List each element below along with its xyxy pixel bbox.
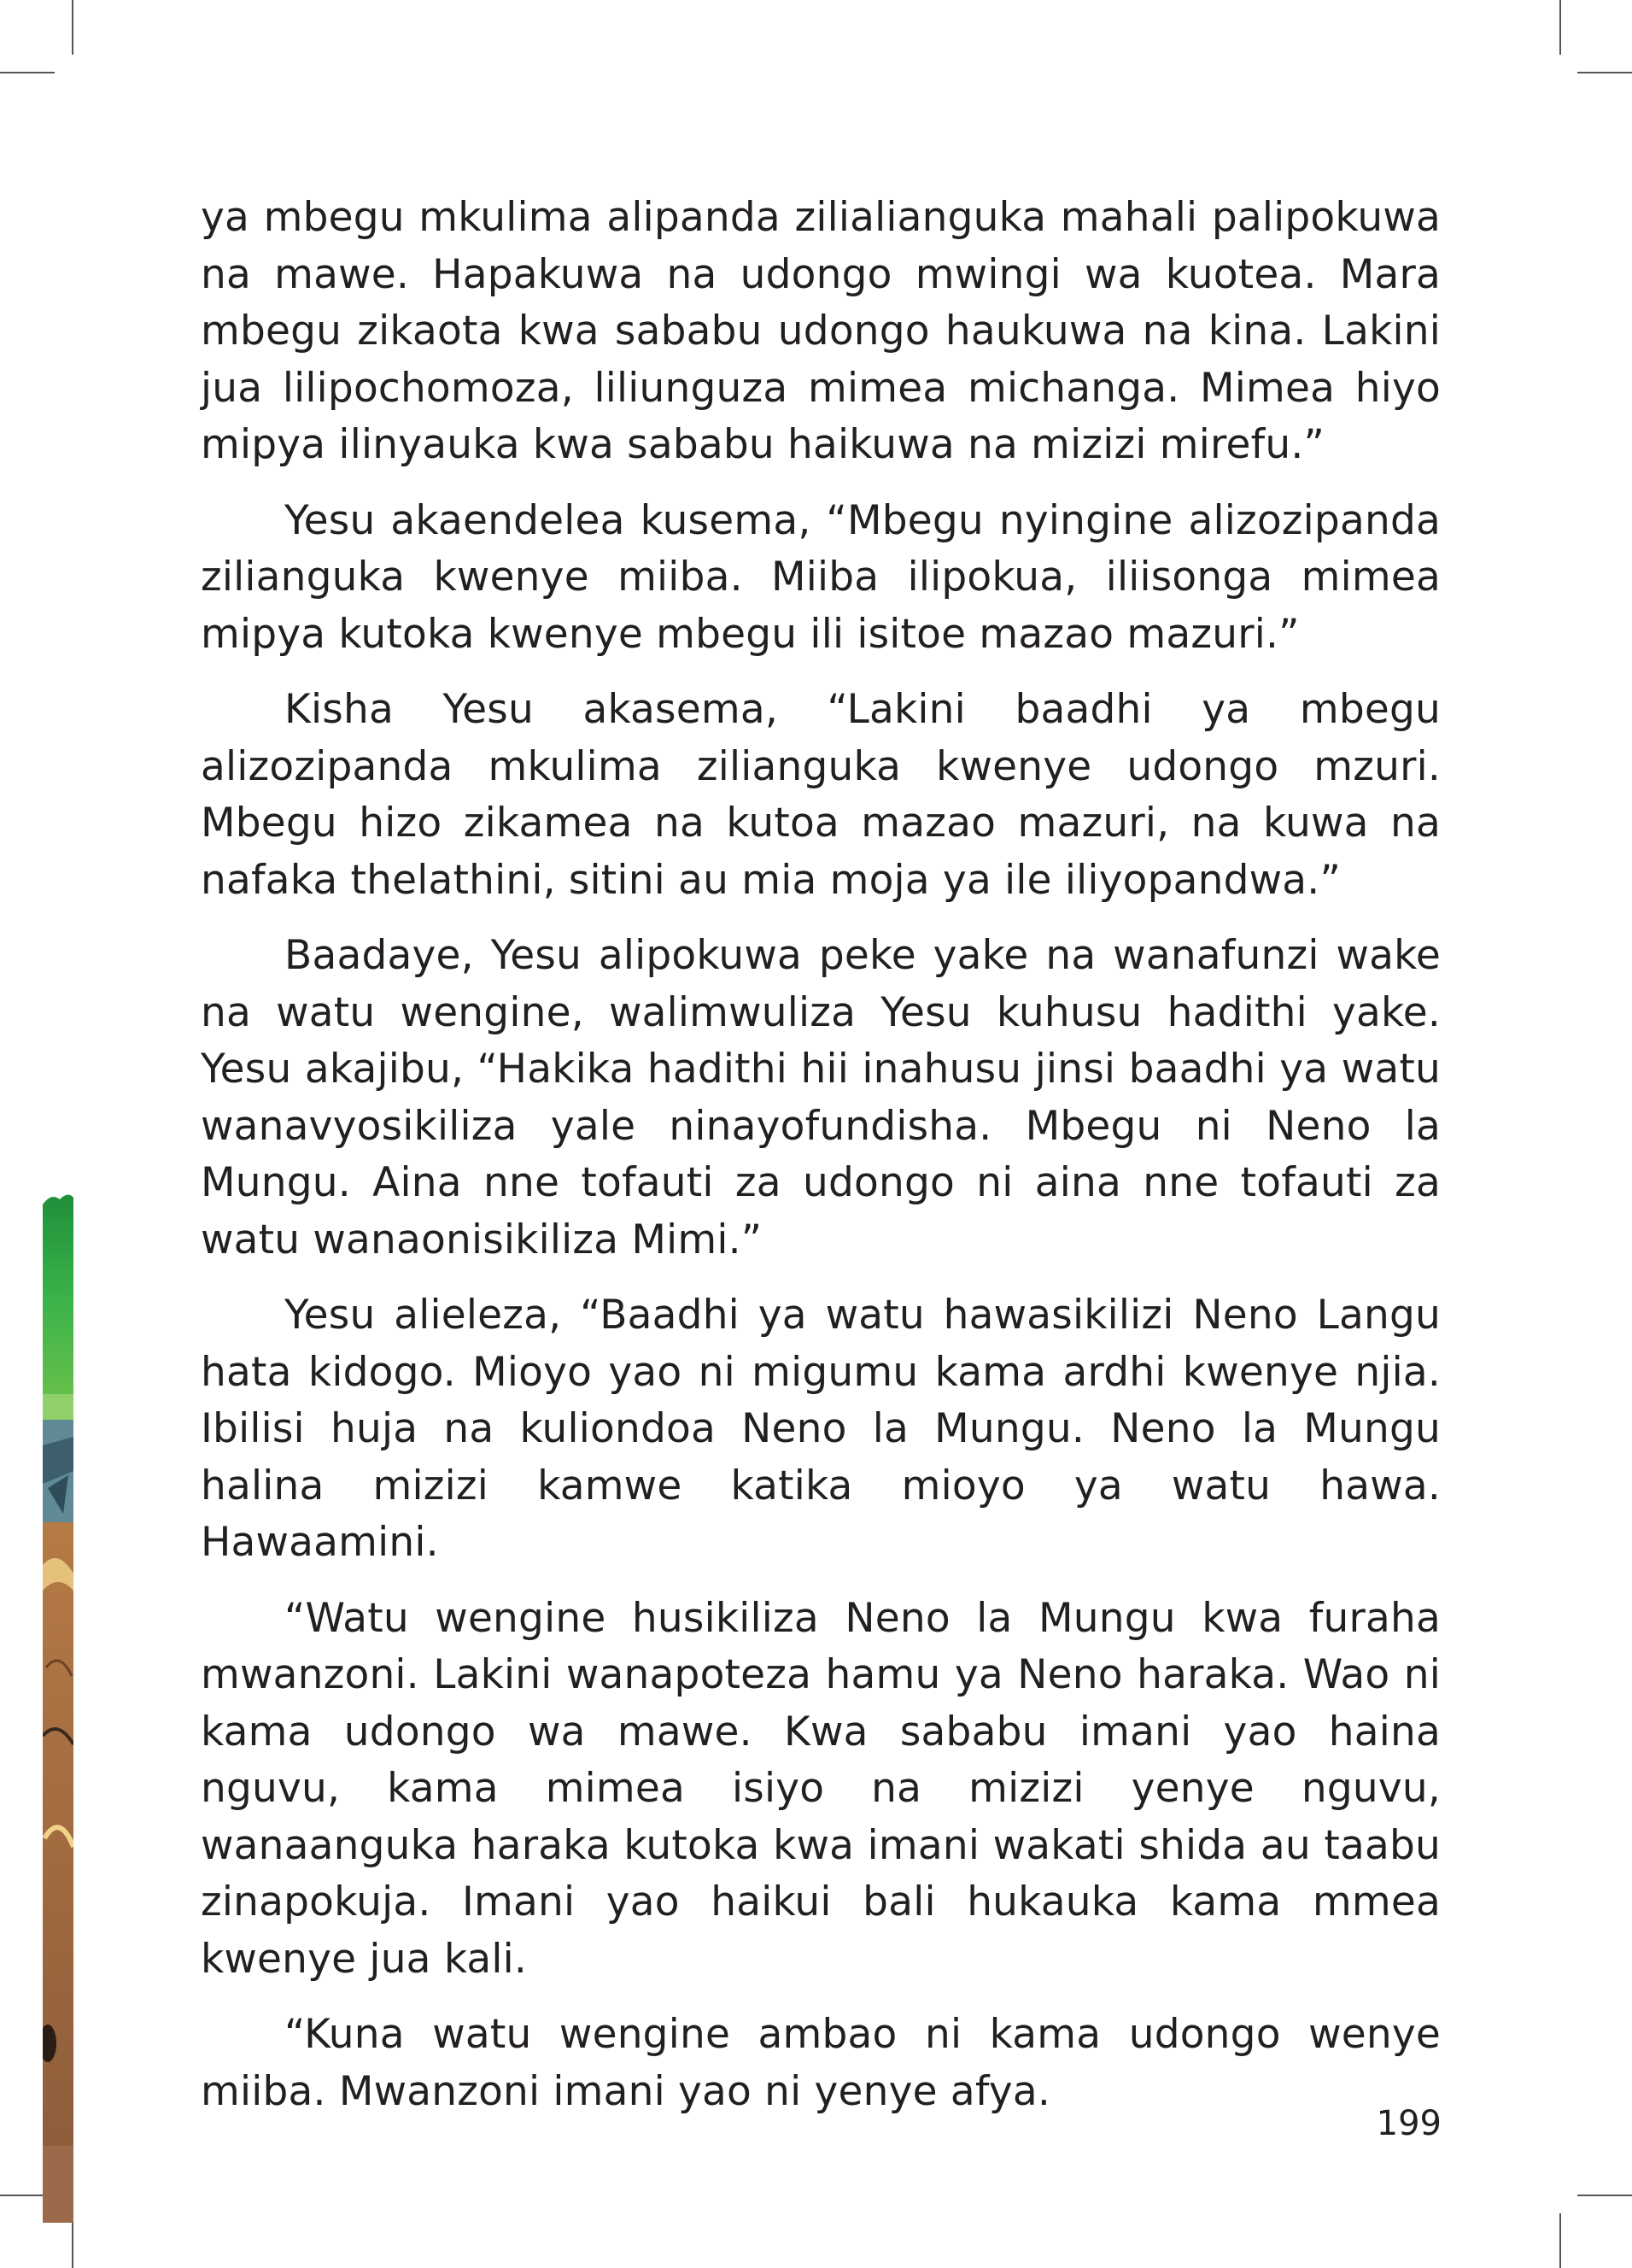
paragraph-6: “Watu wengine husikiliza Neno la Mungu kwa furaha mwanzoni. Lakini wanapoteza hamu ya Neno haraka. Wao ni kama udongo wa mawe. Kwa sababu imani yao haina nguvu, kama mimea isiyo na mizizi yenye nguvu, wanaanguka haraka kutoka kwa imani wakati shida au taabu zinapokuja. Imani yao haikui bali hukauka kama mmea kwenye jua kali. [201,1594,1441,1983]
crop-mark-top-left [72,0,73,55]
crop-mark-top-right [1559,0,1561,55]
crop-mark-left-top [0,72,55,73]
crop-mark-bottom-right [1559,2213,1561,2268]
page-number: 199 [1376,2104,1442,2143]
crop-mark-right-bottom [1577,2195,1632,2196]
paragraph-1: ya mbegu mkulima alipanda zilialianguka mahali palipokuwa na mawe. Hapakuwa na udongo mwingi wa kuotea. Mara mbegu zikaota kwa sababu udongo haukuwa na kina. Lakini jua lilipochomoza, liliunguza mimea michanga. Mimea hiyo mipya ilinyauka kwa sababu haikuwa na mizizi mirefu.” [201,194,1441,468]
paragraph-5: Yesu alieleza, “Baadhi ya watu hawasikilizi Neno Langu hata kidogo. Mioyo yao ni migumu kama ardhi kwenye njia. Ibilisi huja na kuliondoa Neno la Mungu. Neno la Mungu halina mizizi kamwe katika mioyo ya watu hawa. Hawaamini. [201,1292,1441,1566]
edge-illustration-art [43,1189,73,2223]
paragraph-2: Yesu akaendelea kusema, “Mbegu nyingine alizozipanda zilianguka kwenye miiba. Miiba ilipokua, iliisonga mimea mipya kutoka kwenye mbegu ili isitoe mazao mazuri.” [201,496,1441,658]
body-text [201,190,1441,2139]
edge-illustration-strip [43,1189,73,2223]
crop-mark-right-top [1577,72,1632,73]
paragraph-3: Kisha Yesu akasema, “Lakini baadhi ya mbegu alizozipanda mkulima zilianguka kwenye udongo mzuri. Mbegu hizo zikamea na kutoa mazao mazuri, na kuwa na nafaka thelathini, sitini au mia moja ya ile iliyopandwa.” [201,686,1441,904]
paragraph-7: “Kuna watu wengine ambao ni kama udongo wenye miiba. Mwanzoni imani yao ni yenye afya. [201,2011,1441,2115]
paragraph-4: Baadaye, Yesu alipokuwa peke yake na wanafunzi wake na watu wengine, walimwuliza Yesu kuhusu hadithi yake. Yesu akajibu, “Hakika hadithi hii inahusu jinsi baadhi ya watu wanavyosikiliza yale ninayofundisha. Mbegu ni Neno la Mungu. Aina nne tofauti za udongo ni aina nne tofauti za watu wanaonisikiliza Mimi.” [201,932,1441,1263]
